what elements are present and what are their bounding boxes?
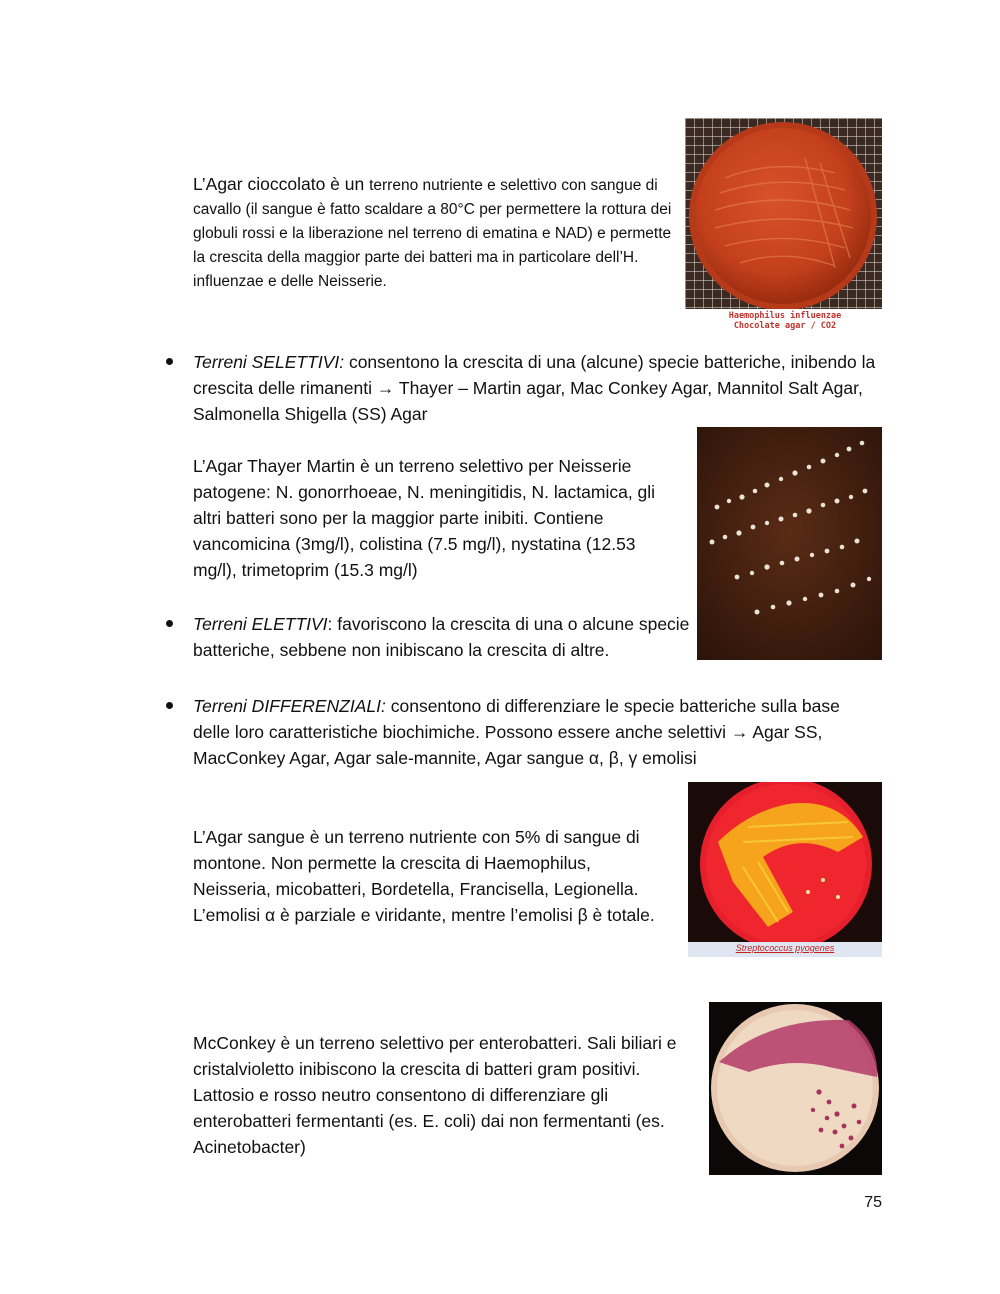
differential-text: consentono di differenziare le specie batteriche sulla base delle loro caratteristiche biochimiche. Possono essere anche selettivi [193, 696, 840, 742]
selective-term: Terreni SELETTIVI: [193, 352, 345, 372]
thayer-martin-image [697, 427, 882, 660]
arrow-icon: → [376, 378, 395, 398]
selective-examples: Thayer – Martin agar, Mac Conkey Agar, Mannitol Salt Agar, Salmonella Shigella (SS) Agar [193, 378, 863, 424]
chocolate-agar-text: terreno nutriente e selettivo con sangue di cavallo (il sangue è fatto scaldare a 80°C per permettere la rottura dei globuli rossi e la liberazione nel terreno di ematina e NAD) e permette la crescita della maggior parte dei batteri ma in particolare dell’H. influenzae e delle Neisserie. [193, 177, 672, 290]
chocolate-agar-lead: L’Agar cioccolato è un [193, 174, 370, 194]
blood-agar-paragraph: L’Agar sangue è un terreno nutriente con 5% di sangue di montone. Non permette la crescita di Haemophilus, Neisseria, micobatteri, Bordetella, Francisella, Legionella. L’emolisi α è parziale e viridante, mentre l’emolisi β è totale. [193, 827, 655, 925]
blood-agar-image [688, 782, 882, 957]
mcconkey-paragraph: McConkey è un terreno selettivo per enterobatteri. Sali biliari e cristalvioletto inibiscono la crescita di batteri gram positivi. Lattosio e rosso neutro consentono di differenziare gli enterobatteri fermentanti (es. E. coli) dai non fermentanti (es. Acinetobacter) [193, 1033, 677, 1157]
selective-media-paragraph [193, 349, 893, 427]
selective-text: consentono la crescita di una (alcune) specie batteriche, inibendo la crescita delle rimanenti [193, 352, 876, 398]
blood-agar-caption: Streptococcus pyogenes [735, 943, 835, 953]
mcconkey-agar-image [709, 1002, 882, 1175]
differential-term: Terreni DIFFERENZIALI: [193, 696, 386, 716]
differential-media-paragraph [193, 693, 863, 771]
bullet-elective [166, 620, 173, 627]
elective-media-paragraph [193, 611, 693, 663]
elective-term: Terreni ELETTIVI [193, 614, 328, 634]
bullet-differential [166, 702, 173, 709]
chocolate-agar-paragraph [193, 172, 673, 294]
thayer-martin-paragraph: L’Agar Thayer Martin è un terreno selettivo per Neisserie patogene: N. gonorrhoeae, N. meningitidis, N. lactamica, gli altri batteri sono per la maggior parte inibiti. Contiene vancomicina (3mg/l), colistina (7.5 mg/l), nystatina (12.53 mg/l), trimetoprim (15.3 mg/l) [193, 456, 656, 580]
chocolate-agar-caption [700, 311, 870, 331]
page-number: 75 [864, 1194, 882, 1211]
caption-line-1: Haemophilus influenzae [728, 311, 842, 321]
chocolate-agar-image [685, 118, 882, 309]
caption-line-2: Chocolate agar / CO2 [733, 321, 837, 331]
differential-examples: Agar SS, MacConkey Agar, Agar sale-mannite, Agar sangue α, β, γ emolisi [193, 722, 823, 768]
bullet-selective [166, 358, 173, 365]
elective-text: : favoriscono la crescita di una o alcune specie batteriche, sebbene non inibiscano la crescita di altre. [193, 614, 690, 660]
arrow-icon: → [730, 722, 749, 742]
